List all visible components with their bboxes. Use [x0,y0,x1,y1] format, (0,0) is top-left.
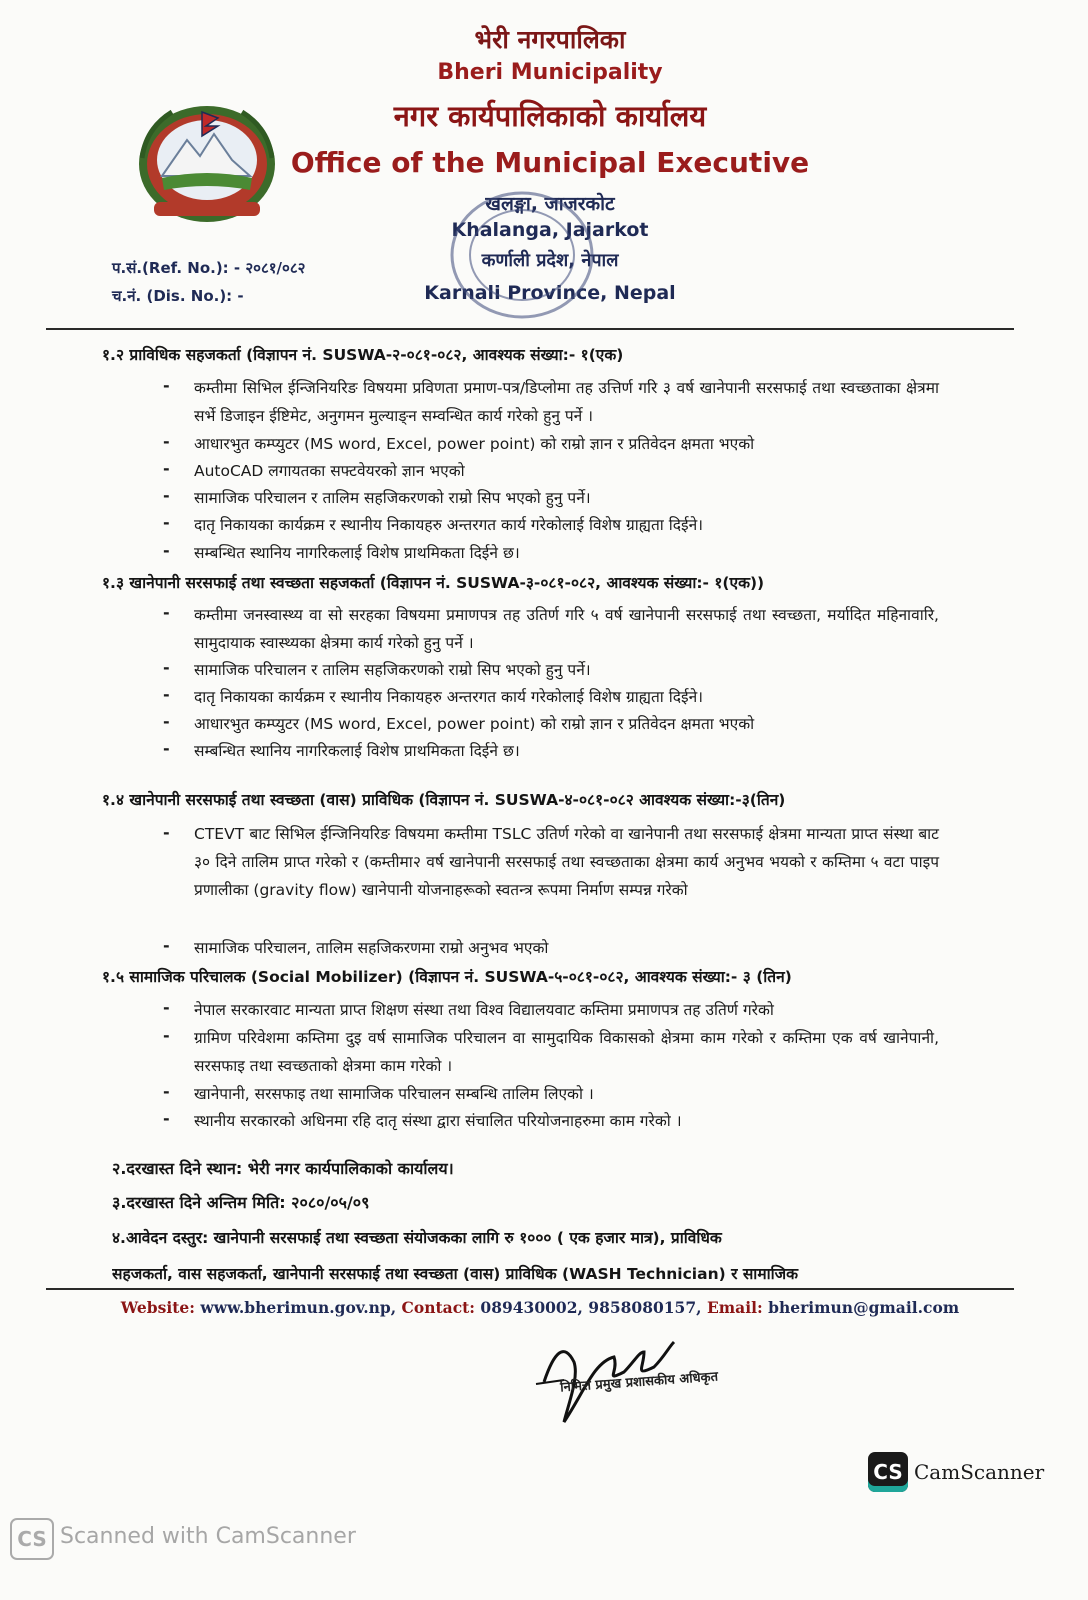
header-divider [46,328,1014,330]
list-item: आधारभुत कम्प्युटर (MS word, Excel, power point) को राम्रो ज्ञान र प्रतिवेदन क्षमता भएको [194,715,755,733]
contact-numbers: 089430002, 9858080157, [480,1298,702,1317]
application-fee-line-2: सहजकर्ता, वास सहजकर्ता, खानेपानी सरसफाई तथा स्वच्छता (वास) प्राविधिक (WASH Technician) र सामाजिक [112,1265,799,1283]
bullet-dash: - [163,1082,170,1101]
list-item: सामाजिक परिचालन, तालिम सहजिकरणमा राम्रो अनुभव भएको [194,939,549,957]
section-title: १.५ सामाजिक परिचालक (Social Mobilizer) (विज्ञापन नं. SUSWA-५-०८१-०८२, आवश्यक संख्या:- ३ (तिन) [102,968,792,986]
bullet-dash: - [163,998,170,1017]
list-item: कम्तीमा जनस्वास्थ्य वा सो सरहका विषयमा प्रमाणपत्र तह उतिर्ण गरि ५ वर्ष खानेपानी सरसफाई तथा स्वच्छता, मर्यादित महिनावारि, सामुदायाक स्वास्थ्यका क्षेत्रमा कार्य गरेको हुनु पर्ने । [194,606,939,652]
application-place: २.दरखास्त दिने स्थान: भेरी नगर कार्यपालिकाको कार्यालय। [112,1159,454,1178]
section-title: १.३ खानेपानी सरसफाई तथा स्वच्छता सहजकर्ता (विज्ञापन नं. SUSWA-३-०८१-०८२, आवश्यक संख्या:- १(एक)) [102,574,765,592]
list-item: दातृ निकायका कार्यक्रम र स्थानीय निकायहरु अन्तरगत कार्य गरेकोलाई विशेष ग्राह्यता दिईने। [194,516,704,534]
office-stamp [412,180,632,330]
bullet-dash: - [163,658,170,677]
bullet-dash: - [163,432,170,451]
list-item: AutoCAD लगायतका सफ्टवेयरको ज्ञान भएको [194,462,465,480]
footer-contact [60,1298,1020,1317]
footer-divider [46,1288,1014,1290]
list-item: सम्बन्धित स्थानिय नागरिकलाई विशेष प्राथमिकता दिईने छ। [194,742,520,760]
list-item: खानेपानी, सरसफाइ तथा सामाजिक परिचालन सम्बन्धि तालिम लिएको । [194,1085,594,1103]
bullet-dash: - [163,685,170,704]
municipality-name-np: भेरी नगरपालिका [474,25,626,54]
section-title: १.४ खानेपानी सरसफाई तथा स्वच्छता (वास) प्राविधिक (विज्ञापन नं. SUSWA-४-०८१-०८२ आवश्यक संख्या:-३(तिन) [102,791,786,809]
bullet-dash: - [163,1109,170,1128]
list-item: आधारभुत कम्प्युटर (MS word, Excel, power point) को राम्रो ज्ञान र प्रतिवेदन क्षमता भएको [194,435,755,453]
bullet-dash: - [163,486,170,505]
office-name-en: Office of the Municipal Executive [290,146,810,179]
camscanner-label: CamScanner [914,1460,1045,1484]
bullet-dash: - [163,712,170,731]
reference-number: प.सं.(Ref. No.): - २०८१/०८२ [112,259,306,277]
bullet-dash: - [163,376,170,395]
province-np: कर्णाली प्रदेश, नेपाल [481,250,619,271]
list-item: सामाजिक परिचालन र तालिम सहजिकरणको राम्रो सिप भएको हुनु पर्ने। [194,661,591,679]
dispatch-number: च.नं. (Dis. No.): - [112,287,244,305]
bullet-dash: - [163,541,170,560]
bullet-dash: - [163,823,170,842]
website-label: Website: [120,1298,195,1317]
list-item: सम्बन्धित स्थानिय नागरिकलाई विशेष प्राथमिकता दिईने छ। [194,544,520,562]
office-name-np: नगर कार्यपालिकाको कार्यालय [393,99,707,133]
list-item: CTEVT बाट सिभिल ईन्जिनियरिङ विषयमा कम्तीमा TSLC उतिर्ण गरेको वा खानेपानी तथा सरसफाई क्षेत्रमा मान्यता प्राप्त संस्था बाट ३० दिने तालिम प्राप्त गरेको र (कम्तीमा२ वर्ष खानेपानी सरसफाई तथा स्वच्छताका क्षेत्रमा कार्य अनुभव भयको र कम्तिमा ५ वटा पाइप प्रणालीका (gravity flow) खानेपानी योजनाहरूको स्वतन्त्र रूपमा निर्माण सम्पन्न गरेको [194,825,939,899]
bullet-dash: - [163,739,170,758]
bullet-dash: - [163,459,170,478]
contact-label: Contact: [401,1298,476,1317]
signatory-title: निमित्त प्रमुख प्रशासकीय अधिकृत [559,1369,719,1396]
place-np: खलङ्गा, जाजरकोट [485,193,615,215]
bullet-dash: - [163,603,170,622]
list-item: कम्तीमा सिभिल ईन्जिनियरिङ विषयमा प्रविणता प्रमाण-पत्र/डिप्लोमा तह उत्तिर्ण गरि ३ वर्ष खानेपानी सरसफाई तथा स्वच्छताका क्षेत्रमा सर्भे डिजाइन ईष्टिमेट, अनुगमन मुल्याङ्न सम्वन्धित कार्य गरेको हुनु पर्ने । [194,379,939,425]
list-item: स्थानीय सरकारको अधिनमा रहि दातृ संस्था द्वारा संचालित परियोजनाहरुमा काम गरेको । [194,1112,682,1130]
list-item: ग्रामिण परिवेशमा कम्तिमा दुइ वर्ष सामाजिक परिचालन वा सामुदायिक विकासको क्षेत्रमा काम गरेको र कम्तिमा एक वर्ष खानेपानी, सरसफाइ तथा स्वच्छताको क्षेत्रमा काम गरेको । [194,1029,939,1075]
municipality-name-en: Bheri Municipality [437,60,663,85]
application-deadline: ३.दरखास्त दिने अन्तिम मिति: २०८०/०५/०९ [112,1193,370,1212]
cs-watermark-icon: CS [10,1518,54,1560]
email-label: Email: [706,1298,763,1317]
place-en: Khalanga, Jajarkot [451,219,649,241]
camscanner-logo-icon: CS [868,1452,908,1492]
list-item: दातृ निकायका कार्यक्रम र स्थानीय निकायहरु अन्तरगत कार्य गरेकोलाई विशेष ग्राह्यता दिईने। [194,688,704,706]
province-en: Karnali Province, Nepal [424,282,676,304]
scanned-with-label: Scanned with CamScanner [60,1524,356,1549]
list-item: सामाजिक परिचालन र तालिम सहजिकरणको राम्रो सिप भएको हुनु पर्ने। [194,489,591,507]
website-link[interactable]: www.bherimun.gov.np, [200,1298,397,1317]
bullet-dash: - [163,513,170,532]
section-title: १.२ प्राविधिक सहजकर्ता (विज्ञापन नं. SUSWA-२-०८१-०८२, आवश्यक संख्या:- १(एक) [102,346,624,364]
email-link[interactable]: bherimun@gmail.com [768,1298,960,1317]
list-item: नेपाल सरकारवाट मान्यता प्राप्त शिक्षण संस्था तथा विश्व विद्यालयवाट कम्तिमा प्रमाणपत्र तह उतिर्ण गरेको [194,1001,774,1019]
bullet-dash: - [163,1026,170,1045]
application-fee-line-1: ४.आवेदन दस्तुर: खानेपानी सरसफाई तथा स्वच्छता संयोजकका लागि रु १००० ( एक हजार मात्र), प्राविधिक [112,1229,722,1247]
bullet-dash: - [163,936,170,955]
